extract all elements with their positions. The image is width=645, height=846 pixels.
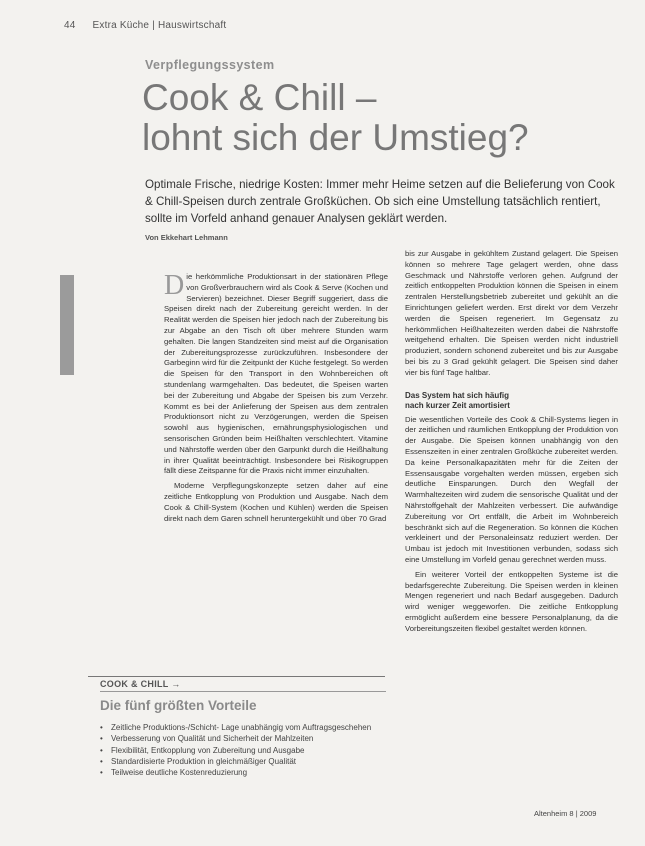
- body-paragraph: bis zur Ausgabe in gekühltem Zustand gelagert. Die Speisen können so mehrere Tage gelagert werden, ohne dass Geschmack und Nährstoffe verloren gehen. Aufgrund der zeitlich entkoppelten Produktion können die Speisen in einem zentralen Herstellungsbetrieb zubereitet und gekühlt an die Einrichtungen geliefert werden. Erst direkt vor dem Verzehr werden die Speisen regeneriert. Im Gegensatz zu herkömmlichen Heißhaltezeiten werden dabei die Nährstoffe weitgehend erhalten. Die Speisen werden nicht industriell produziert, sondern schonend zubereitet und bis zur Ausgabe bei bis zu 3 Grad gekühlt gelagert. Die Speisen sind daher vier bis fünf Tage haltbar.: [405, 249, 618, 377]
- advantages-list: [100, 722, 371, 778]
- body-paragraph: Moderne Verpflegungskonzepte setzen daher auf eine zeitliche Entkopplung von Produktion und Ausgabe. Nach dem Cook & Chill-System (Kochen und Kühlen) werden die Speisen direkt nach dem Garen schnell heruntergekühlt und über 70 Grad: [164, 481, 388, 523]
- drop-cap: D: [164, 270, 185, 301]
- section-subheading: Das System hat sich häufig nach kurzer Zeit amortisiert: [405, 390, 510, 411]
- box-label: COOK & CHILL →: [100, 679, 181, 689]
- article-headline: Cook & Chill – lohnt sich der Umstieg?: [142, 77, 529, 158]
- body-paragraph: Ein weiterer Vorteil der entkoppelten Systeme ist die bedarfsgerechte Zubereitung. Die Speisen werden in kleinen Mengen regeneriert und nach Bedarf ausgegeben. Dadurch wird weniger weggeworfen. Die zeitliche Entkopplung ermöglicht außerdem eine bessere Personalplanung, da die Vorbereitungszeiten flexibel gestaltet werden können.: [405, 569, 618, 633]
- list-item: • Standardisierte Produktion in gleichmäßiger Qualität: [100, 756, 371, 767]
- article-kicker: Verpflegungssystem: [145, 58, 275, 72]
- list-item: • Teilweise deutliche Kostenreduzierung: [100, 767, 371, 778]
- body-paragraph: Die wesentlichen Vorteile des Cook & Chill-Systems liegen in der zeitlichen und räumlichen Entkopplung der Produktion von der Ausgabe. Die Speisen können unabhängig von den Essenszeiten in einer zentralen Großküche zubereitet werden. Da keine Personalkapazitäten mehr für die Zeiten der Essensausgabe vorgehalten werden müssen, ergeben sich deutliche Einsparungen. Durch den Wegfall der Warmhaltezeiten wird zudem die sensorische Qualität und der Nährstoffgehalt der Mahlzeiten verbessert. Die aufwändige Zubereitung vor Ort entfällt, die Arbeit im Wohnbereich beschränkt sich auf die Regeneration. So können die Küchen verkleinert und der Personaleinsatz reduziert werden. Der Umbau ist jedoch mit Investitionen verbunden, sodass sich eine Umstellung im Vorfeld genau gerechnet werden muss.: [405, 414, 618, 564]
- list-item: • Flexibilität, Entkopplung von Zubereitung und Ausgabe: [100, 745, 371, 756]
- list-item: • Zeitliche Produktions-/Schicht- Lage unabhängig vom Auftragsgeschehen: [100, 722, 371, 733]
- box-title: Die fünf größten Vorteile: [100, 698, 257, 713]
- page-footer: Altenheim 8 | 2009: [534, 809, 597, 818]
- body-column-1: [164, 272, 388, 528]
- article-byline: Von Ekkehart Lehmann: [145, 233, 228, 242]
- body-column-2: [405, 249, 618, 639]
- side-tab-marker: [60, 275, 74, 375]
- body-paragraph: ie herkömmliche Produktionsart in der stationären Pflege von Großverbrauchern wird als Cook & Serve (Kochen und Servieren) bezeichnet. Dieser Begriff suggeriert, dass die Speisen direkt nach der Zubereitung gereicht werden. In der Realität werden die Speisen hier jedoch nach der Zubereitung bis zur Abgabe an den Tisch oft über mehrere Stunden warm gehalten. Die langen Standzeiten sind meist auf die Organisation der Zubereitungsprozesse zurückzuführen. Insbesondere der Garbeginn wird für die Zeitpunkt der Küche festgelegt. So werden die Speisen für den Transport in den Wohnbereichen oft stundenlang warmgehalten. Das bedeutet, die Speisen warten bei der Zubereitung und Abgabe der Speisen bis zum Verzehr. Kommt es bei der Anlieferung der Speisen aus dem zentralen Produktionsort nicht zu Verzögerungen, werden die Speisen sowohl aus hygienischen, ernährungsphysiologischen und sensorischen Gründen beim Heißhalten verschlechtert. Vitamine und Nährstoffe werden über den Garpunkt durch die Heißhaltung in ihrer Qualität beeinträchtigt. Insbesondere bei Risikogruppen fällt diese Zeitspanne für die Praxis nicht immer einzuhalten.: [164, 272, 388, 476]
- page-number: 44: [64, 20, 76, 31]
- box-top-rule: [88, 676, 385, 677]
- article-lead: Optimale Frische, niedrige Kosten: Immer mehr Heime setzen auf die Belieferung von Cook & Chill-Speisen durch zentrale Großküchen. Ob sich eine Umstellung tatsächlich rentiert, sollte im Vorfeld anhand genauer Analysen geklärt werden.: [145, 178, 615, 225]
- list-item: • Verbesserung von Qualität und Sicherheit der Mahlzeiten: [100, 733, 371, 744]
- section-label: Extra Küche | Hauswirtschaft: [92, 20, 227, 31]
- running-head: [64, 20, 226, 31]
- box-label-rule: [100, 691, 386, 692]
